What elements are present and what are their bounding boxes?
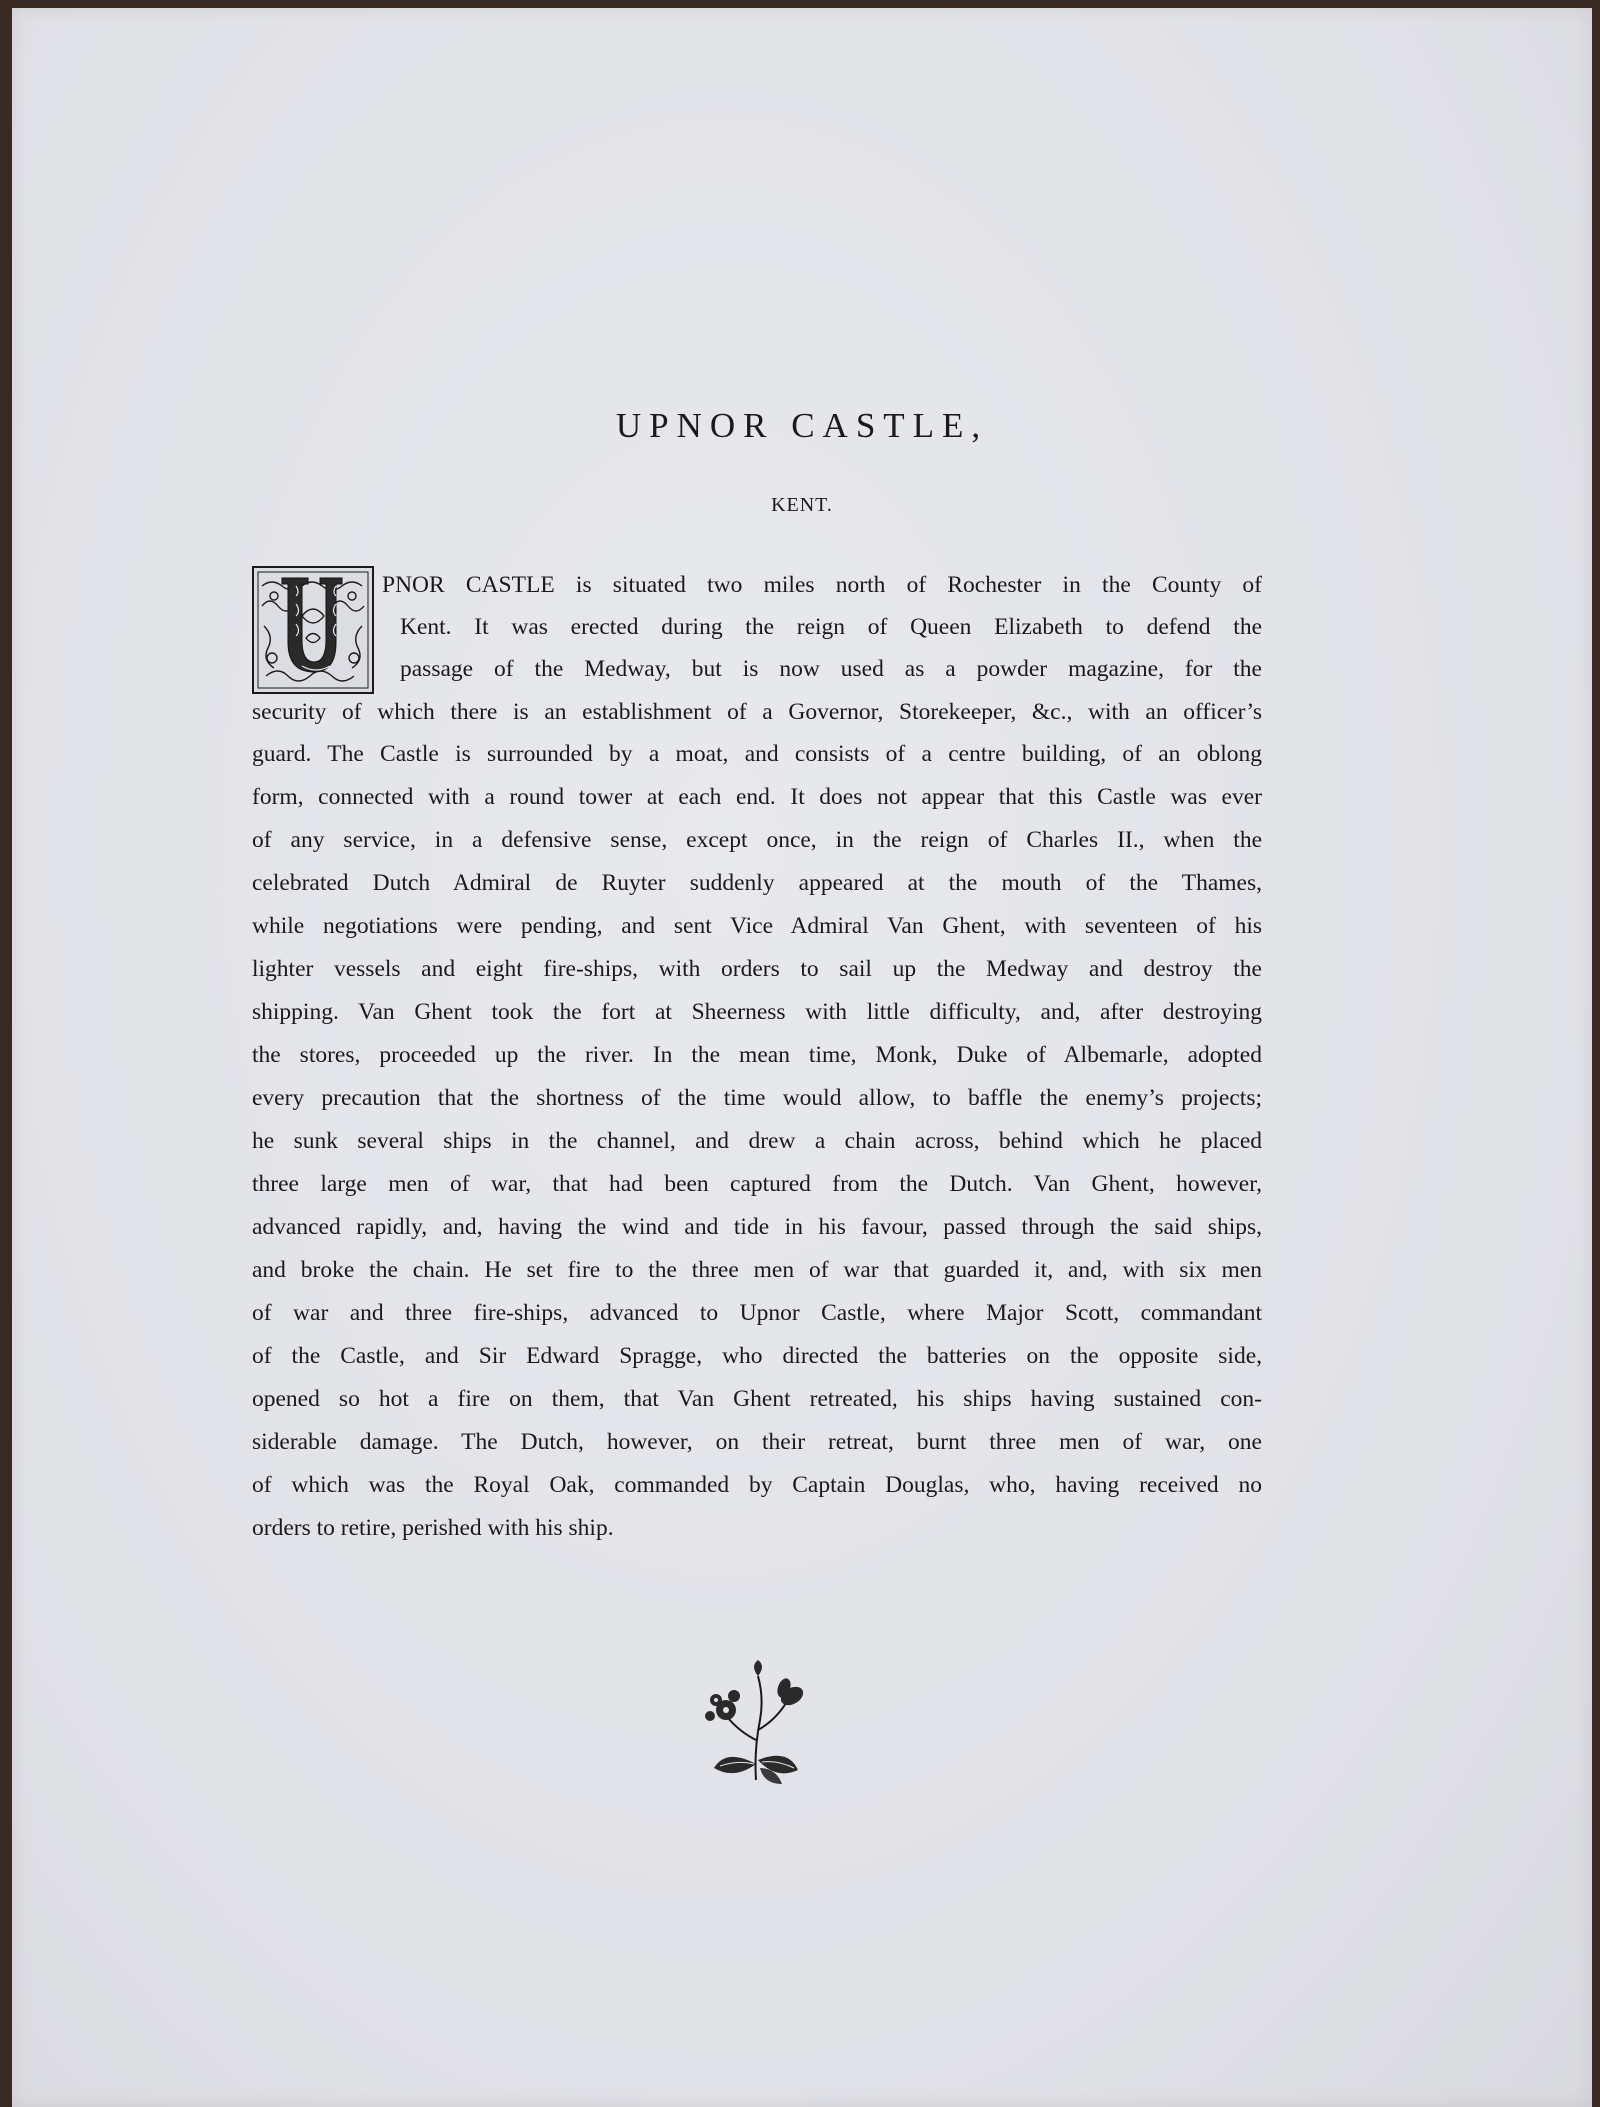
text-line: form, connected with a round tower at each end. It does not appear that this Castle was ever [252,784,1262,810]
text-line: of any service, in a defensive sense, except once, in the reign of Charles II., when the [252,827,1262,853]
book-page [12,8,1592,2107]
text-line: of the Castle, and Sir Edward Spragge, who directed the batteries on the opposite side, [252,1343,1262,1369]
text-line: shipping. Van Ghent took the fort at Sheerness with little difficulty, and, after destroying [252,999,1262,1025]
text-line: opened so hot a fire on them, that Van Ghent retreated, his ships having sustained con- [252,1386,1262,1412]
text-line: orders to retire, perished with his ship. [252,1515,614,1541]
text-line: PNOR CASTLE is situated two miles north of Rochester in the County of [382,572,1262,598]
text-line: of war and three fire-ships, advanced to Upnor Castle, where Major Scott, commandant [252,1300,1262,1326]
text-line: guard. The Castle is surrounded by a moat, and consists of a centre building, of an oblong [252,741,1262,767]
text-line: passage of the Medway, but is now used as a powder magazine, for the [400,656,1262,682]
text-line: and broke the chain. He set fire to the three men of war that guarded it, and, with six men [252,1257,1262,1283]
text-line: lighter vessels and eight fire-ships, with orders to sail up the Medway and destroy the [252,956,1262,982]
text-line: he sunk several ships in the channel, and drew a chain across, behind which he placed [252,1128,1262,1154]
text-line: Kent. It was erected during the reign of Queen Elizabeth to defend the [400,614,1262,640]
text-line: advanced rapidly, and, having the wind and tide in his favour, passed through the said ships, [252,1214,1262,1240]
floral-ornament-icon [700,1660,812,1786]
text-line: three large men of war, that had been captured from the Dutch. Van Ghent, however, [252,1171,1262,1197]
text-line: the stores, proceeded up the river. In the mean time, Monk, Duke of Albemarle, adopted [252,1042,1262,1068]
text-line: celebrated Dutch Admiral de Ruyter suddenly appeared at the mouth of the Thames, [252,870,1262,896]
text-line: security of which there is an establishment of a Governor, Storekeeper, &c., with an officer’s [252,699,1262,725]
text-line: while negotiations were pending, and sent Vice Admiral Van Ghent, with seventeen of his [252,913,1262,939]
page-title: UPNOR CASTLE, [615,406,989,445]
text-line: siderable damage. The Dutch, however, on their retreat, burnt three men of war, one [252,1429,1262,1455]
drop-cap-u-icon [252,566,374,694]
text-line: of which was the Royal Oak, commanded by Captain Douglas, who, having received no [252,1472,1262,1498]
text-line: every precaution that the shortness of the time would allow, to baffle the enemy’s projects; [252,1085,1262,1111]
page-subtitle: KENT. [771,494,833,516]
